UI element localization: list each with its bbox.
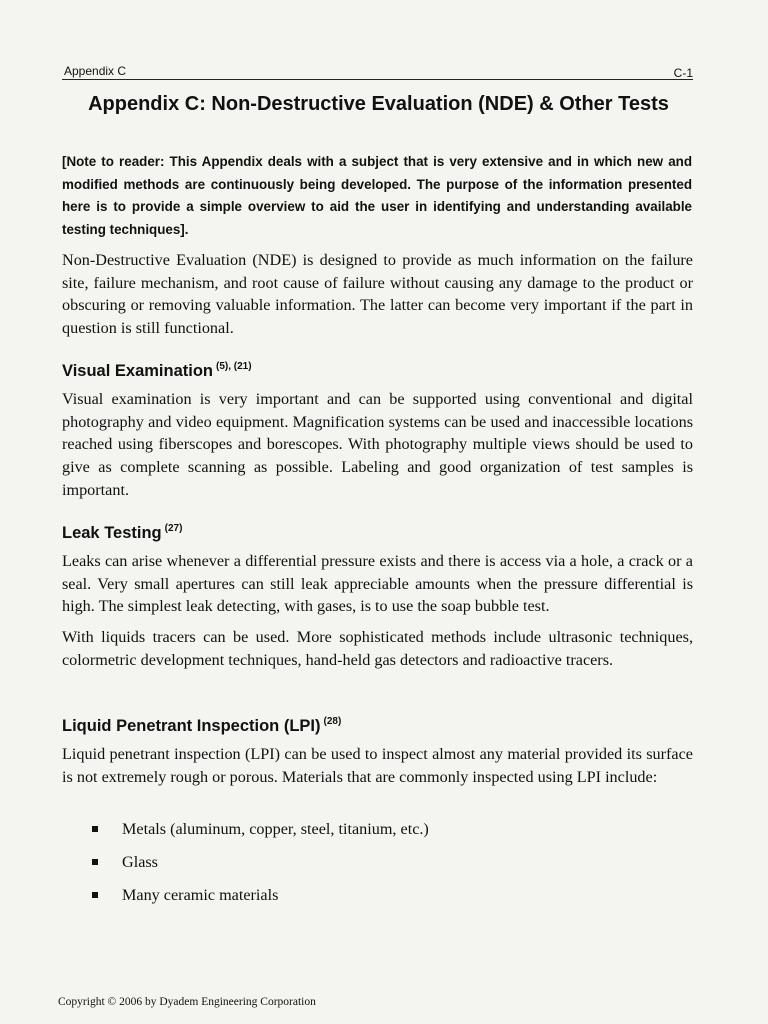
running-header xyxy=(62,63,693,80)
leak-testing-paragraph-2: With liquids tracers can be used. More sophisticated methods include ultrasonic techniques, colormetric development techniques, hand-held gas detectors and radioactive tracers. xyxy=(62,628,693,669)
section-heading-refs: (27) xyxy=(164,523,183,534)
section-heading-lpi xyxy=(62,712,341,736)
section-heading-text: Liquid Penetrant Inspection (LPI) xyxy=(62,717,321,735)
page-title: Appendix C: Non-Destructive Evaluation (NDE) & Other Tests xyxy=(88,93,669,115)
lpi-paragraph: Liquid penetrant inspection (LPI) can be used to inspect almost any material provided its surface is not extremely rough or porous. Materials that are commonly inspected using LPI include: xyxy=(62,745,693,786)
section-heading-visual-examination xyxy=(62,357,252,381)
leak-testing-paragraph-1: Leaks can arise whenever a differential pressure exists and there is access via a hole, a crack or a seal. Very small apertures can still leak appreciable amounts when the pressure differential is high. The simplest leak detecting, with gases, is to use the soap bubble test. xyxy=(62,552,693,616)
list-item xyxy=(62,818,693,851)
lpi-materials-list xyxy=(62,818,693,917)
page-footer: Copyright © 2006 by Dyadem Engineering Corporation xyxy=(58,996,316,1008)
section-heading-text: Leak Testing xyxy=(62,524,162,542)
list-item-text: Metals (aluminum, copper, steel, titanium, etc.) xyxy=(122,820,429,838)
bullet-icon xyxy=(92,826,98,832)
section-heading-leak-testing xyxy=(62,519,182,543)
list-item xyxy=(62,884,693,917)
header-page-number: C-1 xyxy=(673,66,693,80)
section-heading-refs: (5), (21) xyxy=(216,361,252,372)
header-section-label: Appendix C xyxy=(64,64,127,78)
section-heading-refs: (28) xyxy=(323,716,342,727)
bullet-icon xyxy=(92,859,98,865)
intro-paragraph: Non-Destructive Evaluation (NDE) is designed to provide as much information on the failure site, failure mechanism, and root cause of failure without causing any damage to the product or obscuring or removing valuable information. The latter can become very important if the part in question is still functional. xyxy=(62,251,693,338)
list-item-text: Glass xyxy=(122,853,158,871)
section-heading-text: Visual Examination xyxy=(62,362,213,380)
visual-examination-paragraph: Visual examination is very important and can be supported using conventional and digital photography and video equipment. Magnification systems can be used and inaccessible locations reached using fiberscopes and borescopes. With photography multiple views should be used to give as complete scanning as possible. Labeling and good organization of test samples is important. xyxy=(62,390,693,499)
list-item-text: Many ceramic materials xyxy=(122,886,279,904)
list-item xyxy=(62,851,693,884)
reader-note: [Note to reader: This Appendix deals with a subject that is very extensive and in which new and modified methods are continuously being developed. The purpose of the information presented here is to provide a simple overview to aid the user in identifying and understanding available testing techniques]. xyxy=(62,154,692,237)
bullet-icon xyxy=(92,892,98,898)
